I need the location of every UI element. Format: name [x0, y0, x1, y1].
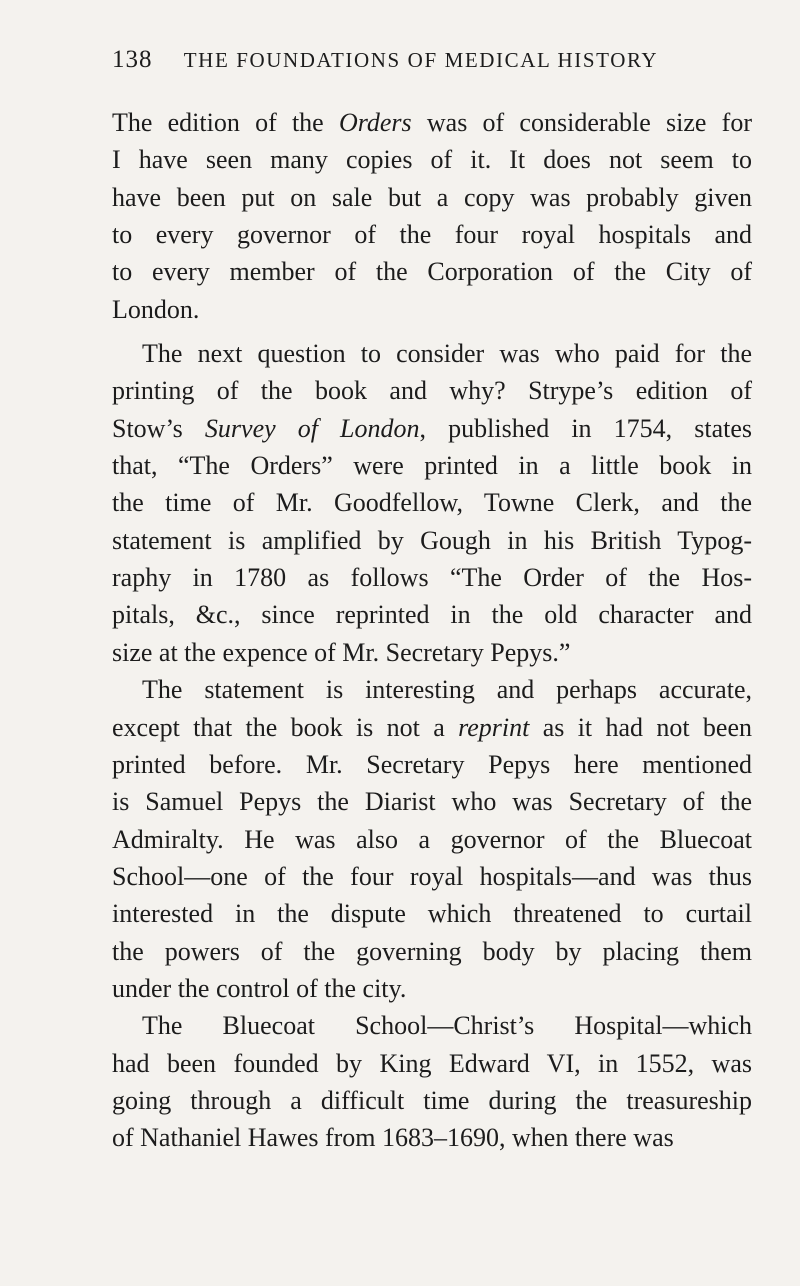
text-line — [112, 253, 752, 290]
text-line — [112, 447, 752, 484]
text-line — [112, 783, 752, 820]
text-line — [112, 559, 752, 596]
text-segment: the powers of the governing body by placing them — [112, 936, 752, 966]
text-segment: The edition of the — [112, 108, 339, 137]
text-segment: have been put on sale but a copy was probably given — [112, 182, 752, 212]
text-line — [112, 104, 752, 141]
text-line — [112, 179, 752, 216]
text-segment: The next question to consider was who paid for the — [142, 339, 752, 369]
text-segment: raphy in 1780 as follows “The Order of the Hos- — [112, 563, 752, 593]
text-line — [112, 1082, 752, 1119]
text-line — [112, 141, 752, 178]
italic-text: Orders — [338, 108, 412, 137]
text-line — [112, 895, 752, 932]
text-line — [112, 858, 752, 895]
text-line — [112, 970, 752, 1007]
text-segment: to every governor of the four royal hospitals and — [112, 220, 752, 250]
text-line — [112, 671, 752, 708]
text-segment: I have seen many copies of it. It does not seem to — [112, 145, 752, 175]
paragraph-gap — [112, 328, 752, 335]
running-header — [112, 46, 752, 90]
text-segment: Stow’s — [112, 413, 205, 443]
text-segment: was of considerable size for — [411, 108, 752, 137]
text-segment: printed before. Mr. Secretary Pepys here mentioned — [112, 749, 752, 779]
text-line — [112, 634, 752, 671]
text-segment: pitals, &c., since reprinted in the old character and — [112, 600, 752, 630]
text-segment: that, “The Orders” were printed in a little book in — [112, 451, 752, 481]
body-text — [112, 104, 752, 1157]
text-line — [112, 291, 752, 328]
text-segment: printing of the book and why? Strype’s edition of — [112, 376, 752, 406]
text-segment: had been founded by King Edward VI, in 1552, was — [112, 1048, 752, 1078]
text-line — [112, 1045, 752, 1082]
text-segment: London. — [112, 294, 200, 324]
text-segment: The Bluecoat School—Christ’s Hospital—which — [142, 1011, 752, 1041]
text-line — [112, 216, 752, 253]
text-line — [112, 1007, 752, 1044]
text-segment: to every member of the Corporation of the City of — [112, 257, 752, 287]
text-segment: statement is amplified by Gough in his British Typog- — [112, 525, 752, 555]
text-segment: size at the expence of Mr. Secretary Pepys.” — [112, 637, 571, 667]
paragraph — [112, 671, 752, 1007]
italic-text: reprint — [458, 712, 530, 742]
text-segment: except that the book is not a — [112, 712, 459, 742]
paragraph — [112, 104, 752, 328]
text-line — [112, 596, 752, 633]
text-line — [112, 933, 752, 970]
running-title: THE FOUNDATIONS OF MEDICAL HISTORY — [183, 48, 659, 72]
text-segment: , published in 1754, states — [419, 413, 753, 443]
text-line — [112, 1119, 752, 1156]
text-line — [112, 372, 752, 409]
text-segment: is Samuel Pepys the Diarist who was Secretary of the — [112, 787, 752, 817]
text-line — [112, 484, 752, 521]
text-segment: under the control of the city. — [112, 973, 407, 1003]
text-segment: the time of Mr. Goodfellow, Towne Clerk, and the — [112, 488, 752, 518]
text-segment: The statement is interesting and perhaps accurate, — [142, 675, 752, 705]
text-line — [112, 709, 752, 746]
text-segment: as it had not been — [529, 712, 753, 742]
text-segment: School—one of the four royal hospitals—and was thus — [112, 861, 752, 891]
text-line — [112, 746, 752, 783]
text-segment: going through a difficult time during the treasureship — [112, 1085, 752, 1115]
text-line — [112, 410, 752, 447]
text-segment: of Nathaniel Hawes from 1683–1690, when there was — [112, 1123, 674, 1153]
paragraph — [112, 1007, 752, 1156]
paragraph — [112, 335, 752, 671]
page-number: 138 — [112, 46, 153, 73]
text-segment: Admiralty. He was also a governor of the Bluecoat — [112, 824, 752, 854]
italic-text: Survey of London — [204, 413, 420, 443]
text-segment: interested in the dispute which threatened to curtail — [112, 899, 752, 929]
text-line — [112, 335, 752, 372]
text-line — [112, 522, 752, 559]
text-line — [112, 821, 752, 858]
